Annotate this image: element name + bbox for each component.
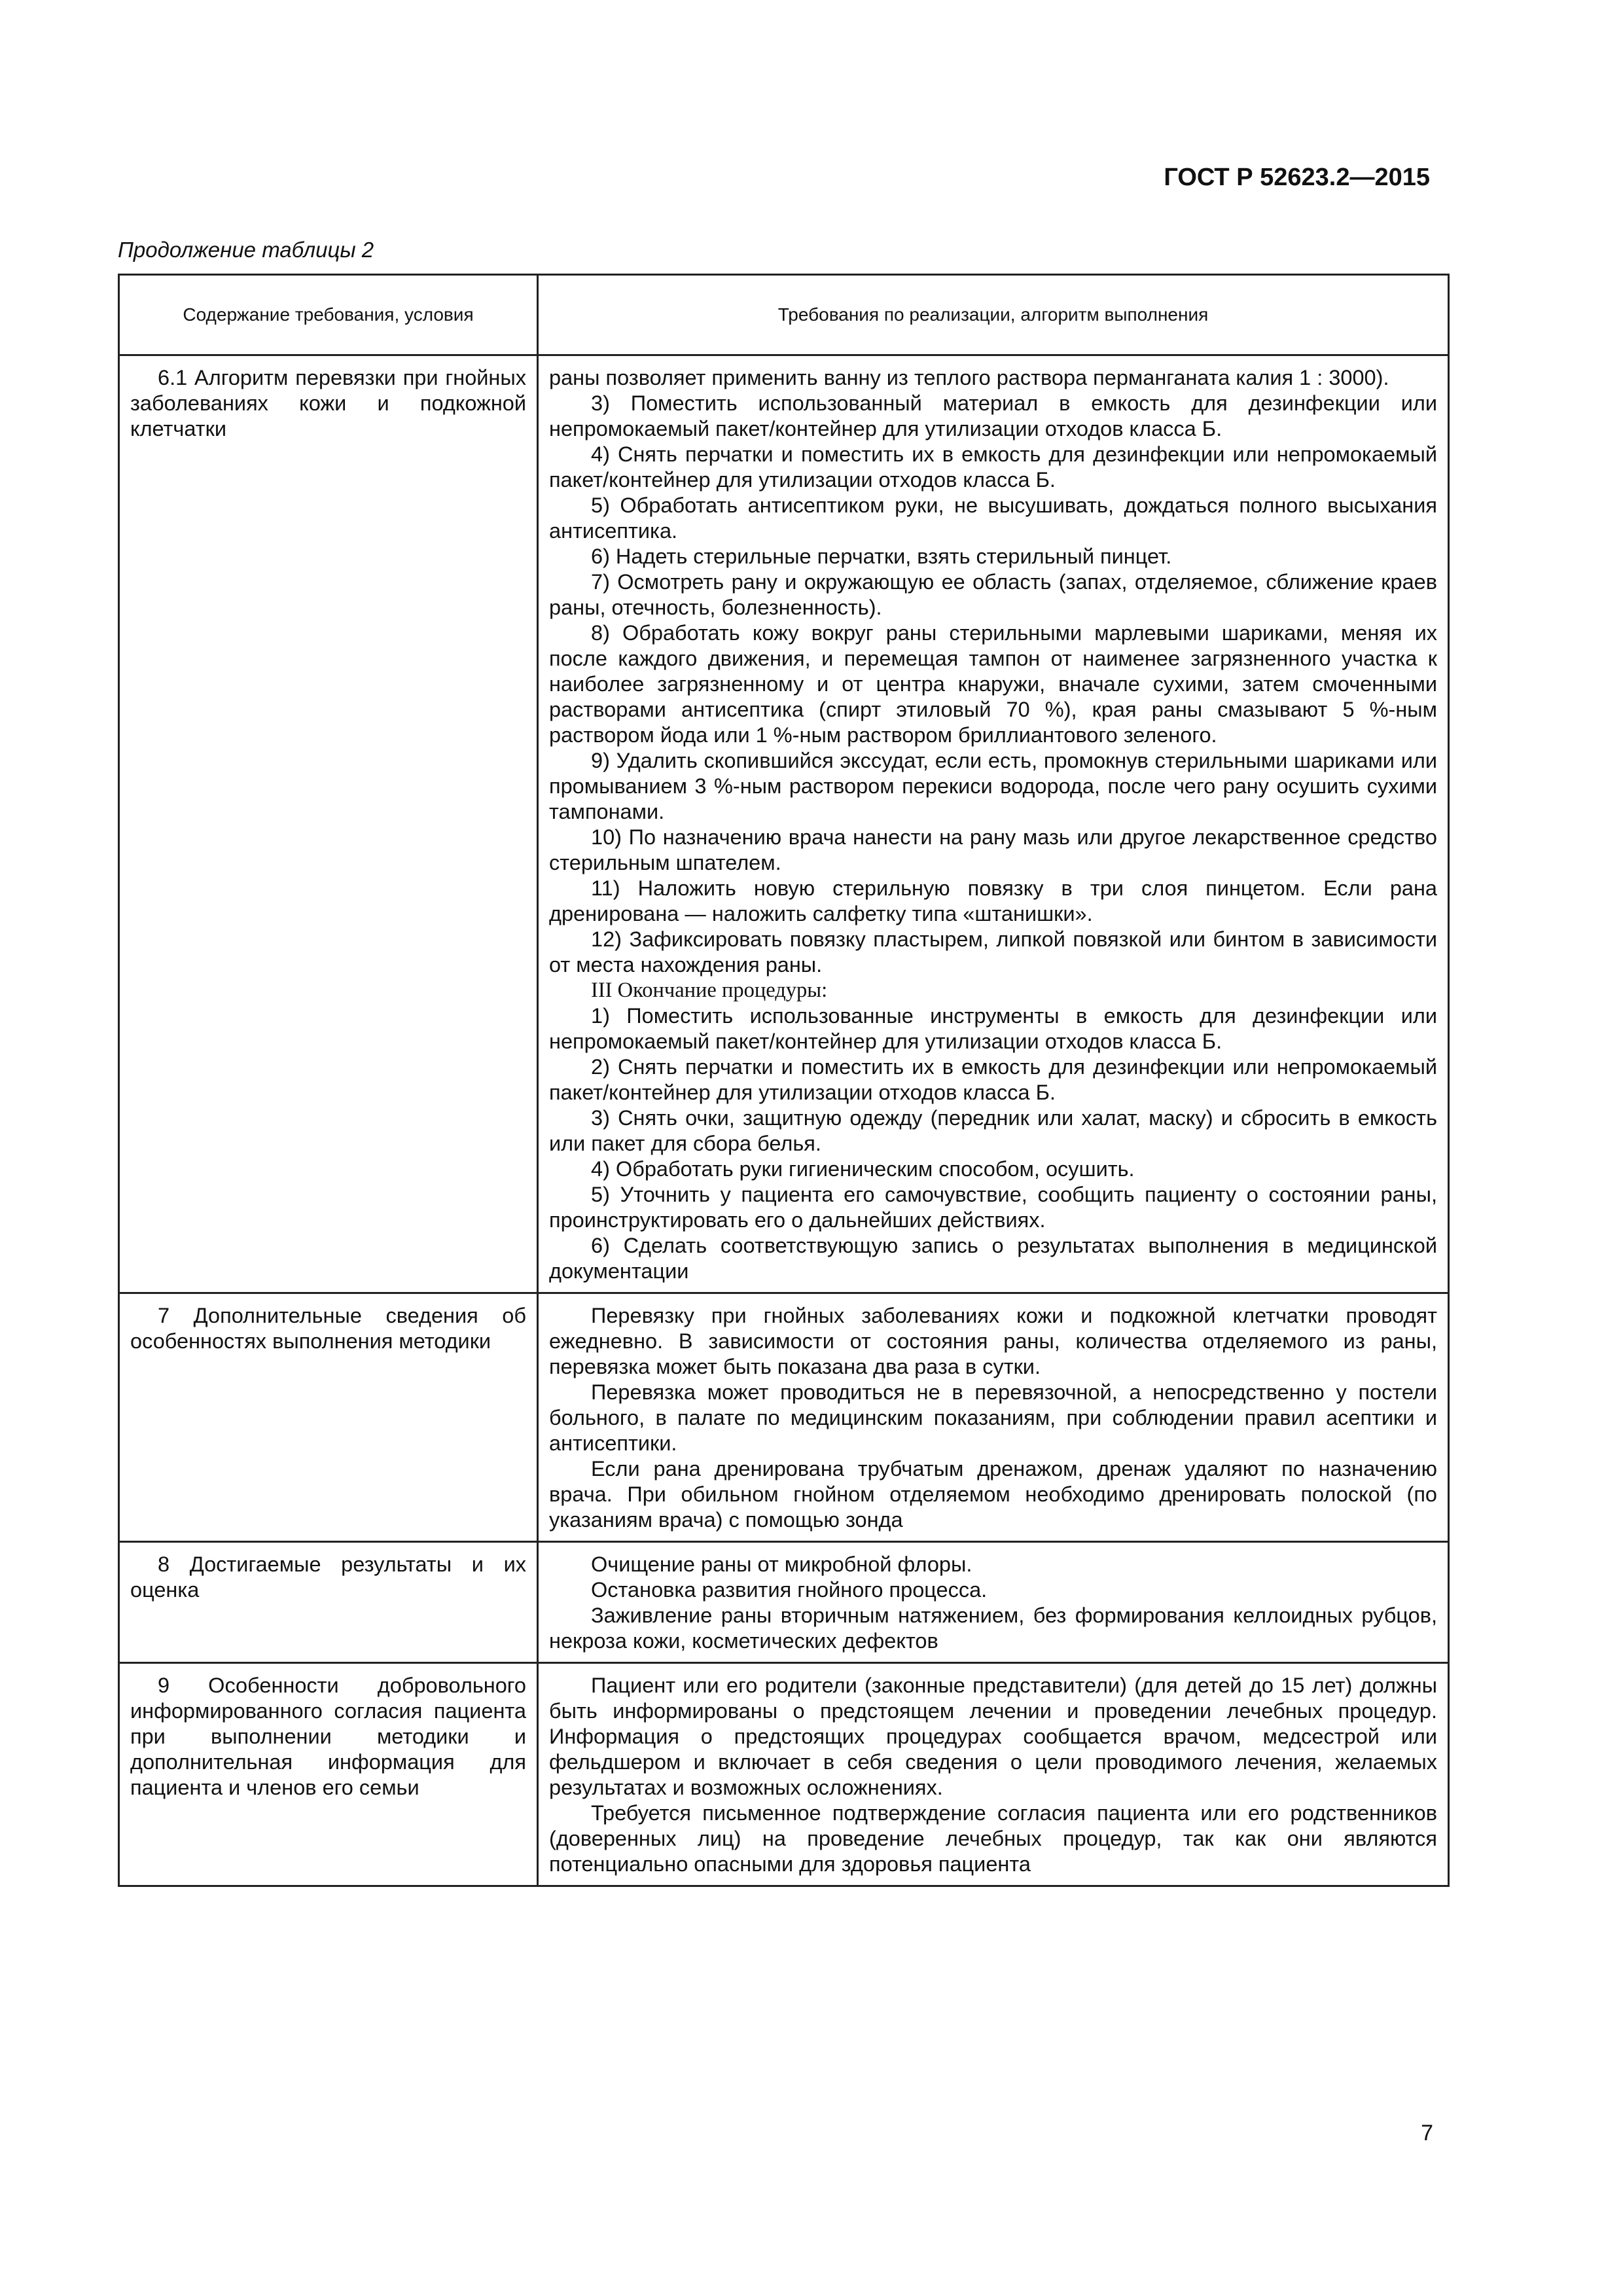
step-item: 11) Наложить новую стерильную повязку в три слоя пинцетом. Если рана дренирована — наложить салфетку типа «штанишки». [549,876,1437,925]
table-row [119,1663,1449,1886]
implementation-cell [538,1293,1449,1542]
step-item: 8) Обработать кожу вокруг раны стерильными марлевыми шариками, меняя их после каждого движения, и перемещая тампон от наименее загрязненного участка к наиболее загрязненному и от центра кнаружи, вначале сухими, затем смоченными растворами антисептика (спирт этиловый 70 %), края раны смазывают 5 %-ным раствором йода или 1 %-ным раствором бриллиантового зеленого. [549,621,1437,747]
table-header-row [119,275,1449,355]
condition-cell: 9 Особенности добровольного информированного согласия пациента при выполнении методики и дополнительная информация для пациента и членов его семьи [119,1663,538,1886]
page-number: 7 [1421,2121,1433,2145]
condition-cell: 8 Достигаемые результаты и их оценка [119,1542,538,1663]
table-caption: Продолжение таблицы 2 [118,238,374,262]
step-item: 10) По назначению врача нанести на рану мазь или другое лекарственное средство стерильным шпателем. [549,825,1437,874]
step-item: 6) Сделать соответствующую запись о результатах выполнения в медицинской документации [549,1234,1437,1283]
step-item: 6) Надеть стерильные перчатки, взять стерильный пинцет. [591,545,1172,568]
column-header-condition: Содержание требования, условия [119,275,538,355]
paragraph: Заживление раны вторичным натяжением, без формирования келлоидных рубцов, некроза кожи, косметических дефектов [549,1604,1437,1653]
step-item: 3) Снять очки, защитную одежду (передник или халат, маску) и сбросить в емкость или пакет для сбора белья. [549,1106,1437,1155]
step-item: 5) Обработать антисептиком руки, не высушивать, дождаться полного высыхания антисептика. [549,493,1437,543]
paragraph: Перевязка может проводиться не в перевязочной, а непосредственно у постели больного, в палате по медицинским показаниям, при соблюдении правил асептики и антисептики. [549,1380,1437,1455]
condition-cell: 7 Дополнительные сведения об особенностях выполнения методики [119,1293,538,1542]
step-item: 3) Поместить использованный материал в емкость для дезинфекции или непромокаемый пакет/контейнер для утилизации отходов класса Б. [549,391,1437,440]
paragraph: Пациент или его родители (законные представители) (для детей до 15 лет) должны быть информированы о предстоящем лечении и проведении лечебных процедур. Информация о предстоящих процедурах сообщается врачом, медсестрой или фельдшером и включает в себя сведения о цели проводимого лечения, желаемых результатах и возможных осложнениях. [549,1674,1437,1799]
column-header-implementation: Требования по реализации, алгоритм выполнения [538,275,1449,355]
requirements-table [118,274,1450,1887]
paragraph: раны позволяет применить ванну из теплого раствора перманганата калия 1 : 3000). [549,366,1389,389]
step-item: 7) Осмотреть рану и окружающую ее область (запах, отделяемое, сближение краев раны, отечность, болезненность). [549,570,1437,619]
implementation-cell [538,1663,1449,1886]
step-item: 2) Снять перчатки и поместить их в емкость для дезинфекции или непромокаемый пакет/контейнер для утилизации отходов класса Б. [549,1055,1437,1104]
implementation-cell [538,355,1449,1293]
step-item: 4) Обработать руки гигиеническим способом, осушить. [591,1157,1135,1181]
step-item: 9) Удалить скопившийся экссудат, если есть, промокнув стерильными шариками или промыванием 3 %-ным раствором перекиси водорода, после чего рану осушить сухими тампонами. [549,749,1437,823]
paragraph: Требуется письменное подтверждение согласия пациента или его родственников (доверенных лиц) на проведение лечебных процедур, так как они являются потенциально опасными для здоровья пациента [549,1801,1437,1876]
paragraph: Остановка развития гнойного процесса. [591,1578,988,1602]
table-row [119,1293,1449,1542]
step-item: 1) Поместить использованные инструменты в емкость для дезинфекции или непромокаемый пакет/контейнер для утилизации отходов класса Б. [549,1004,1437,1053]
paragraph: Очищение раны от микробной флоры. [591,1552,972,1576]
implementation-cell [538,1542,1449,1663]
document-code: ГОСТ Р 52623.2—2015 [1164,164,1430,191]
stage-heading: III Окончание процедуры: [591,978,828,1002]
condition-cell: 6.1 Алгоритм перевязки при гнойных заболеваниях кожи и подкожной клетчатки [119,355,538,1293]
step-item: 5) Уточнить у пациента его самочувствие, сообщить пациенту о состоянии раны, проинструктировать его о дальнейших действиях. [549,1183,1437,1232]
step-item: 12) Зафиксировать повязку пластырем, липкой повязкой или бинтом в зависимости от места нахождения раны. [549,927,1437,977]
paragraph: Если рана дренирована трубчатым дренажом, дренаж удаляют по назначению врача. При обильном гнойном отделяемом необходимо дренировать полоской (по указаниям врача) с помощью зонда [549,1457,1437,1532]
table-row [119,355,1449,1293]
table-row [119,1542,1449,1663]
paragraph: Перевязку при гнойных заболеваниях кожи и подкожной клетчатки проводят ежедневно. В зависимости от состояния раны, количества отделяемого из раны, перевязка может быть показана два раза в сутки. [549,1304,1437,1378]
step-item: 4) Снять перчатки и поместить их в емкость для дезинфекции или непромокаемый пакет/контейнер для утилизации отходов класса Б. [549,442,1437,492]
